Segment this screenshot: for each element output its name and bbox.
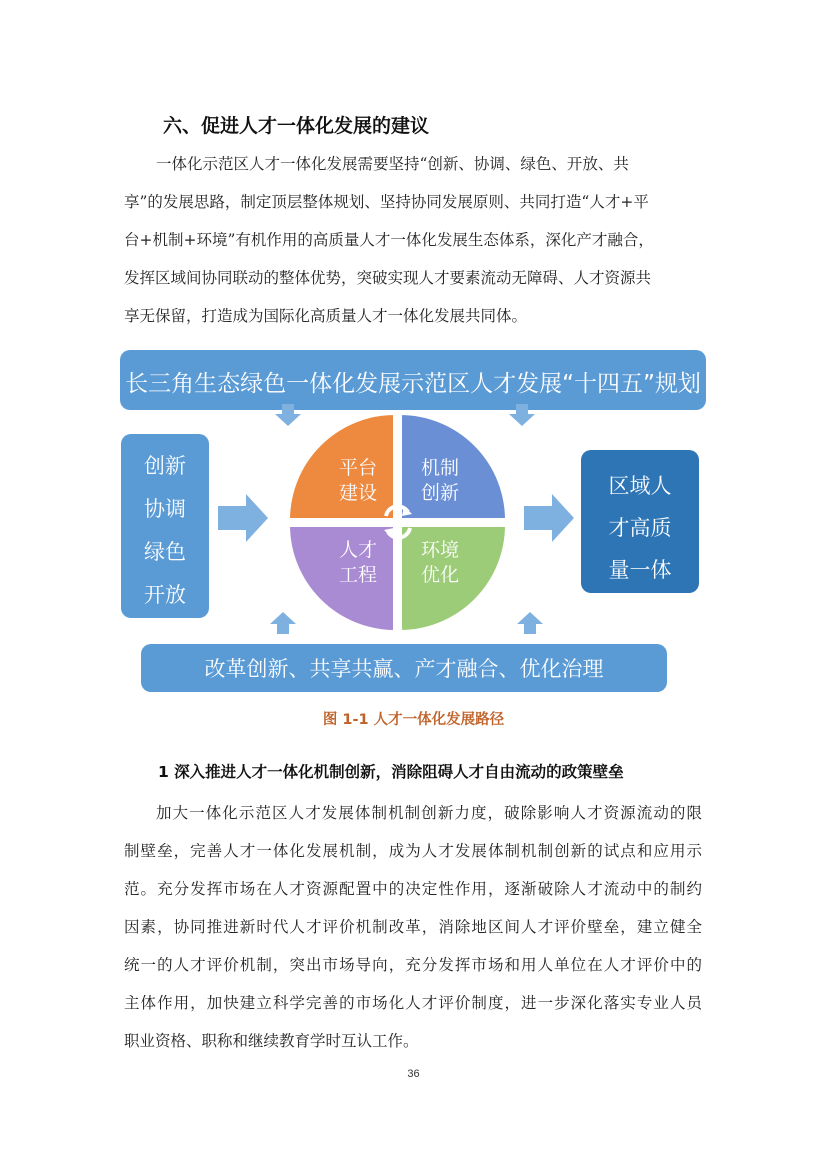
quadrant-text: 环境: [420, 539, 460, 561]
quadrant-text: 工程: [338, 564, 378, 586]
principle-text: 创新: [144, 454, 186, 478]
principle-text: 绿色: [144, 540, 186, 564]
page-number: 36: [407, 1068, 420, 1080]
principle-text: 开放: [144, 583, 186, 607]
top-banner-text: 长三角生态绿色一体化发展示范区人才发展“十四五”规划: [125, 371, 701, 397]
paragraph-line: 范。充分发挥市场在人才资源配置中的决定性作用，逐渐破除人才流动中的制约: [124, 880, 702, 898]
paragraph-line: 台+机制+环境”有机作用的高质量人才一体化发展生态体系，深化产才融合，: [124, 231, 654, 249]
paragraph-line: 一体化示范区人才一体化发展需要坚持“创新、协调、绿色、开放、共: [156, 155, 629, 173]
quadrant-text: 机制: [420, 457, 460, 479]
subsection-heading: 1 深入推进人才一体化机制创新，消除阻碍人才自由流动的政策壁垒: [158, 763, 624, 781]
paragraph-line: 加大一体化示范区人才发展体制机制创新力度，破除影响人才资源流动的限: [156, 804, 702, 822]
paragraph-line: 享”的发展思路，制定顶层整体规划、坚持协同发展原则、共同打造“人才+平: [124, 193, 649, 211]
bottom-banner-text: 改革创新、共享共赢、产才融合、优化治理: [204, 657, 604, 681]
right-arrow-icon: [524, 494, 574, 542]
paragraph-line: 享无保留，打造成为国际化高质量人才一体化发展共同体。: [124, 307, 528, 325]
up-arrow-icon: [270, 612, 296, 634]
right-arrow-icon: [218, 494, 268, 542]
goal-text: 才高质: [608, 516, 672, 540]
up-arrow-icon: [517, 612, 543, 634]
paragraph-line: 主体作用，加快建立科学完善的市场化人才评价制度，进一步深化落实专业人员: [124, 994, 702, 1012]
paragraph-line: 统一的人才评价机制，突出市场导向，充分发挥市场和用人单位在人才评价中的: [124, 956, 702, 974]
quadrant-text: 人才: [338, 539, 378, 561]
quadrant-text: 优化: [420, 564, 460, 586]
paragraph-line: 发挥区域间协同联动的整体优势，突破实现人才要素流动无障碍、人才资源共: [124, 269, 652, 287]
goal-text: 区域人: [608, 474, 672, 498]
paragraph-line: 职业资格、职称和继续教育学时互认工作。: [124, 1032, 419, 1050]
section-heading: 六、促进人才一体化发展的建议: [163, 115, 430, 137]
figure-caption: 图 1-1 人才一体化发展路径: [322, 712, 505, 728]
paragraph-line: 因素，协同推进新时代人才评价机制改革，消除地区间人才评价壁垒，建立健全: [124, 918, 702, 936]
goal-text: 量一体: [608, 558, 672, 582]
paragraph-line: 制壁垒，完善人才一体化发展机制，成为人才发展体制机制创新的试点和应用示: [124, 842, 702, 860]
quadrant-text: 平台: [338, 457, 378, 479]
principle-text: 协调: [144, 497, 186, 521]
quadrant-text: 创新: [420, 482, 460, 504]
quadrant-text: 建设: [338, 482, 378, 504]
paragraph-mechanism: [124, 794, 702, 1060]
